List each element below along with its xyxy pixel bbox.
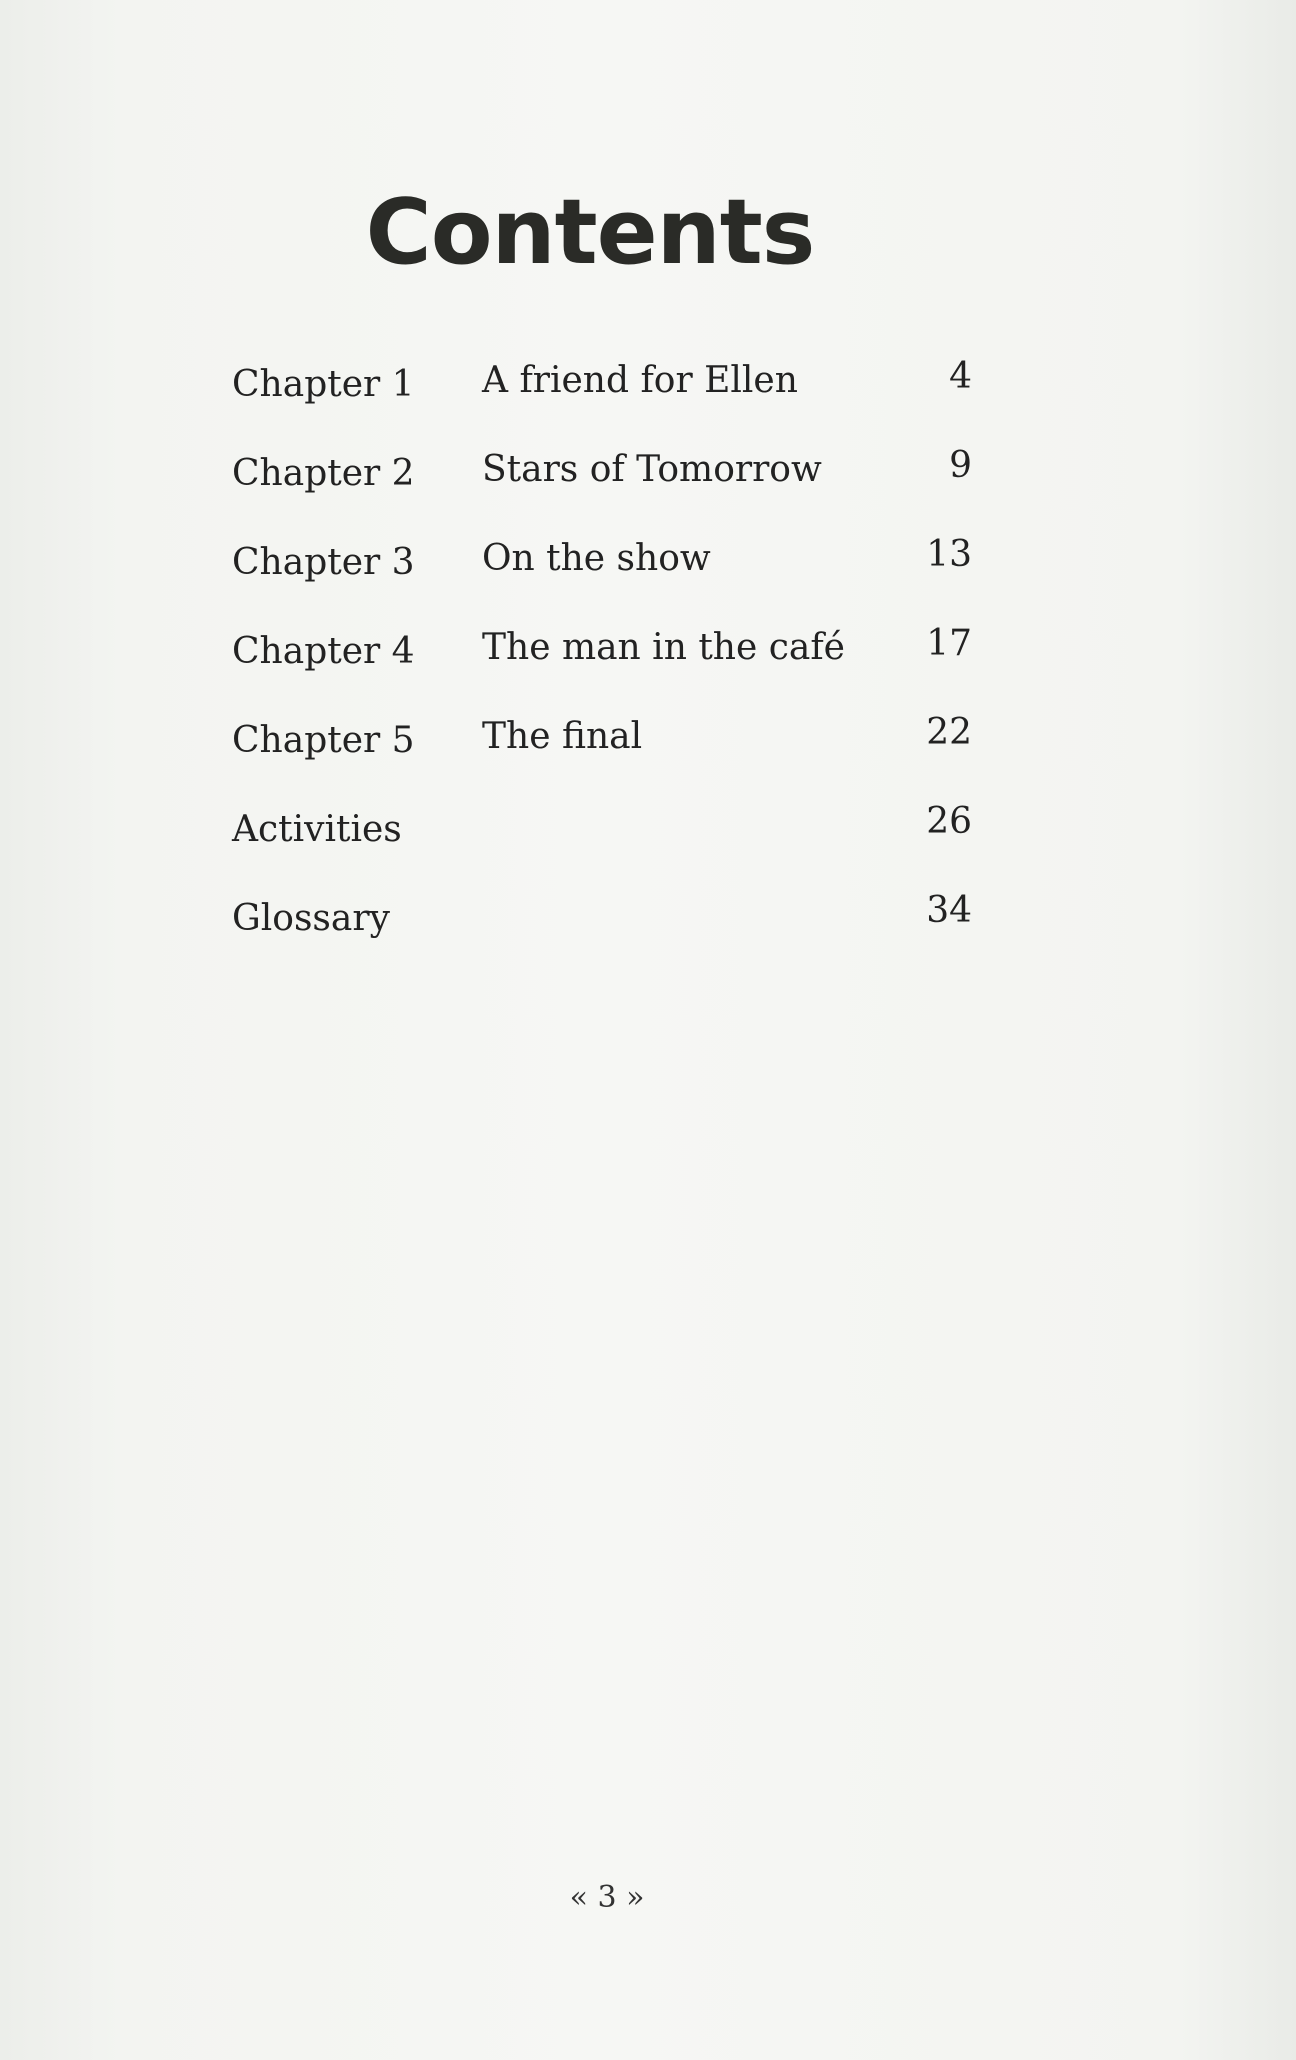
toc-entry-chapter-2: [232, 445, 972, 538]
toc-entry-page: 26: [926, 801, 972, 842]
toc-entry-page: 34: [926, 890, 972, 931]
toc-entry-label: Glossary: [232, 898, 390, 939]
toc-entry-glossary: [232, 890, 972, 983]
toc-entry-page: 4: [949, 356, 972, 397]
toc-entry-page: 13: [926, 534, 972, 575]
toc-entry-chapter-4: [232, 623, 972, 716]
page-number: « 3 »: [569, 1880, 645, 1915]
toc-entry-label: Activities: [232, 809, 402, 850]
toc-entry-label: Chapter 1: [232, 364, 415, 405]
toc-entry-page: 17: [926, 623, 972, 664]
toc-entry-label: Chapter 2: [232, 453, 415, 494]
table-of-contents: [232, 356, 972, 983]
toc-entry-title: Stars of Tomorrow: [482, 449, 822, 490]
toc-entry-activities: [232, 801, 972, 894]
toc-entry-chapter-1: [232, 356, 972, 449]
toc-entry-title: A friend for Ellen: [482, 360, 798, 401]
page-title: Contents: [365, 180, 815, 285]
toc-entry-label: Chapter 4: [232, 631, 415, 672]
toc-entry-label: Chapter 3: [232, 542, 415, 583]
toc-entry-chapter-5: [232, 712, 972, 805]
toc-entry-label: Chapter 5: [232, 720, 415, 761]
toc-entry-chapter-3: [232, 534, 972, 627]
toc-entry-title: The final: [482, 716, 643, 757]
toc-entry-title: The man in the café: [482, 627, 845, 668]
toc-entry-title: On the show: [482, 538, 711, 579]
toc-entry-page: 9: [949, 445, 972, 486]
toc-entry-page: 22: [926, 712, 972, 753]
